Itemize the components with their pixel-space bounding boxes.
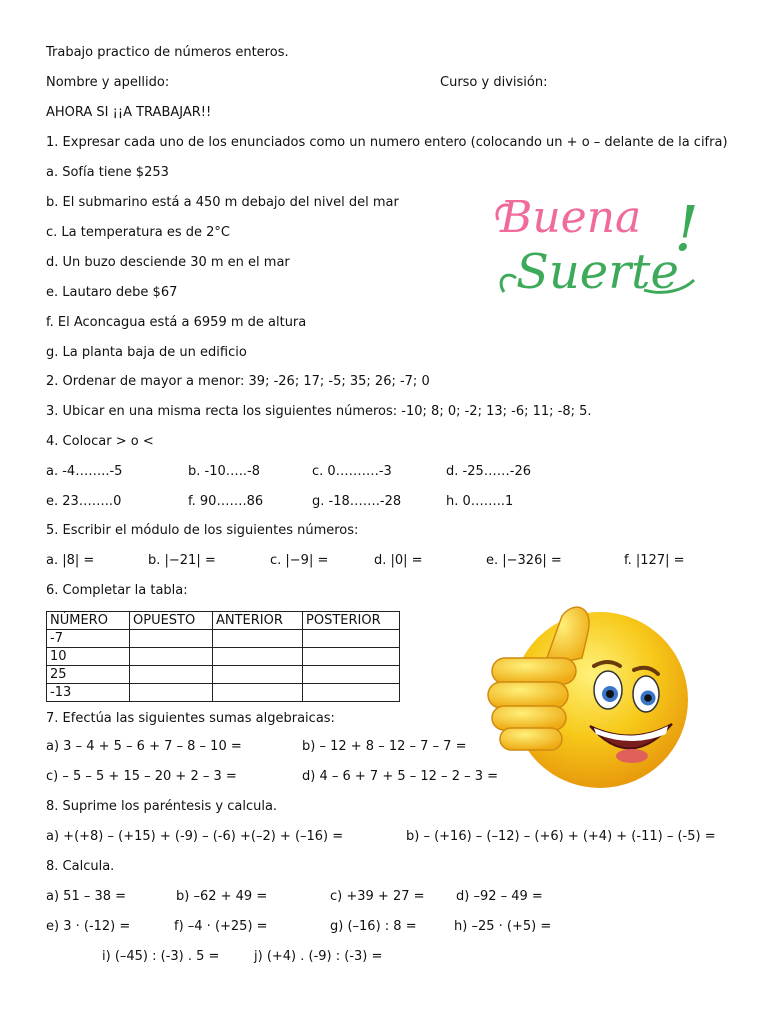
calcula-item: e) 3 · (-12) = bbox=[46, 919, 131, 934]
calcula-item: b) –62 + 49 = bbox=[176, 889, 268, 904]
q1-prompt: 1. Expresar cada uno de los enunciados como un numero entero (colocando un + o – delante de la cifra) bbox=[46, 135, 728, 150]
table-cell-blank[interactable] bbox=[303, 666, 400, 684]
motto: AHORA SI ¡¡A TRABAJAR!! bbox=[46, 105, 212, 120]
q4-item: d. -25……-26 bbox=[446, 464, 531, 479]
calcula-item: i) (–45) : (-3) . 5 = bbox=[102, 949, 220, 964]
table-row bbox=[47, 666, 400, 684]
thumbs-up-emoji-icon bbox=[482, 596, 692, 792]
calcula-item: j) (+4) . (-9) : (-3) = bbox=[254, 949, 383, 964]
q7-item: b) – 12 + 8 – 12 – 7 – 7 = bbox=[302, 739, 467, 754]
suerte-text: Suerte bbox=[516, 244, 679, 300]
q4-item: g. -18…….-28 bbox=[312, 494, 402, 509]
q3-prompt: 3. Ubicar en una misma recta los siguientes números: -10; 8; 0; -2; 13; -6; 11; -8; 5. bbox=[46, 404, 592, 419]
flourish-left bbox=[501, 275, 516, 292]
q4-item: f. 90…….86 bbox=[188, 494, 264, 509]
q1-item: b. El submarino está a 450 m debajo del nivel del mar bbox=[46, 195, 399, 210]
q6-prompt: 6. Completar la tabla: bbox=[46, 583, 188, 598]
table-row bbox=[47, 630, 400, 648]
table-row bbox=[47, 684, 400, 702]
q4-item: c. 0……….-3 bbox=[312, 464, 392, 479]
q1-item: f. El Aconcagua está a 6959 m de altura bbox=[46, 315, 307, 330]
name-label: Nombre y apellido: bbox=[46, 75, 170, 90]
calcula-item: f) –4 · (+25) = bbox=[174, 919, 268, 934]
q5-item: f. |127| = bbox=[624, 553, 685, 568]
calcula-item: d) –92 – 49 = bbox=[456, 889, 543, 904]
complete-table bbox=[46, 611, 400, 702]
buena-text: Buena bbox=[500, 192, 642, 243]
table-cell-blank[interactable] bbox=[130, 684, 213, 702]
q4-item: b. -10…..-8 bbox=[188, 464, 260, 479]
q5-item: d. |0| = bbox=[374, 553, 423, 568]
worksheet-title: Trabajo practico de números enteros. bbox=[46, 45, 289, 60]
q1-item: e. Lautaro debe $67 bbox=[46, 285, 178, 300]
q7-item: c) – 5 – 5 + 15 – 20 + 2 – 3 = bbox=[46, 769, 237, 784]
table-cell-blank[interactable] bbox=[130, 648, 213, 666]
table-header: POSTERIOR bbox=[303, 612, 400, 630]
buena-suerte-lettering bbox=[494, 180, 714, 310]
table-header: ANTERIOR bbox=[213, 612, 303, 630]
q4-item: h. 0……..1 bbox=[446, 494, 514, 509]
calcula-item: a) 51 – 38 = bbox=[46, 889, 127, 904]
q2-prompt: 2. Ordenar de mayor a menor: 39; -26; 17; -5; 35; 26; -7; 0 bbox=[46, 374, 430, 389]
q5-item: b. |−21| = bbox=[148, 553, 216, 568]
q7-item: a) 3 – 4 + 5 – 6 + 7 – 8 – 10 = bbox=[46, 739, 242, 754]
exclamation-mark: ! bbox=[674, 192, 699, 265]
course-label: Curso y división: bbox=[440, 75, 548, 90]
q8-item: a) +(+8) – (+15) + (-9) – (-6) +(–2) + (–16) = bbox=[46, 829, 344, 844]
table-cell-number: -13 bbox=[47, 684, 130, 702]
table-cell-number: 25 bbox=[47, 666, 130, 684]
q5-item: e. |−326| = bbox=[486, 553, 562, 568]
table-header: OPUESTO bbox=[130, 612, 213, 630]
calcula-item: g) (–16) : 8 = bbox=[330, 919, 417, 934]
table-cell-number: -7 bbox=[47, 630, 130, 648]
calcula-item: c) +39 + 27 = bbox=[330, 889, 425, 904]
q8-prompt: 8. Suprime los paréntesis y calcula. bbox=[46, 799, 278, 814]
table-cell-blank[interactable] bbox=[303, 684, 400, 702]
calcula-item: h) –25 · (+5) = bbox=[454, 919, 552, 934]
table-cell-blank[interactable] bbox=[303, 630, 400, 648]
table-cell-blank[interactable] bbox=[130, 630, 213, 648]
table-cell-blank[interactable] bbox=[213, 648, 303, 666]
table-header: NÚMERO bbox=[47, 612, 130, 630]
calcula-prompt: 8. Calcula. bbox=[46, 859, 115, 874]
q5-item: c. |−9| = bbox=[270, 553, 329, 568]
table-cell-blank[interactable] bbox=[130, 666, 213, 684]
q1-item: a. Sofía tiene $253 bbox=[46, 165, 169, 180]
q7-item: d) 4 – 6 + 7 + 5 – 12 – 2 – 3 = bbox=[302, 769, 499, 784]
q4-prompt: 4. Colocar > o < bbox=[46, 434, 154, 449]
table-cell-blank[interactable] bbox=[213, 630, 303, 648]
q4-item: a. -4……..-5 bbox=[46, 464, 123, 479]
q5-item: a. |8| = bbox=[46, 553, 95, 568]
q5-prompt: 5. Escribir el módulo de los siguientes números: bbox=[46, 523, 359, 538]
table-header-row bbox=[47, 612, 400, 630]
q1-item: d. Un buzo desciende 30 m en el mar bbox=[46, 255, 290, 270]
table-cell-number: 10 bbox=[47, 648, 130, 666]
q1-item: g. La planta baja de un edificio bbox=[46, 345, 247, 360]
table-cell-blank[interactable] bbox=[213, 666, 303, 684]
q7-prompt: 7. Efectúa las siguientes sumas algebraicas: bbox=[46, 711, 335, 726]
q1-item: c. La temperatura es de 2°C bbox=[46, 225, 230, 240]
q8-item: b) – (+16) – (–12) – (+6) + (+4) + (-11) – (-5) = bbox=[406, 829, 716, 844]
table-cell-blank[interactable] bbox=[303, 648, 400, 666]
table-row bbox=[47, 648, 400, 666]
table-cell-blank[interactable] bbox=[213, 684, 303, 702]
q4-item: e. 23……..0 bbox=[46, 494, 122, 509]
